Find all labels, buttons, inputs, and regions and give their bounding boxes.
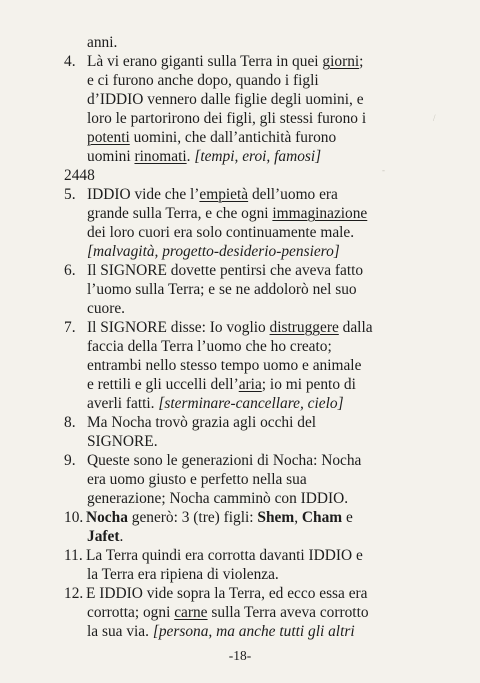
- text-fragment: SIGNORE.: [87, 433, 158, 450]
- verse-text-block: [64, 33, 404, 641]
- verse-4: [64, 52, 404, 71]
- text-fragment: la Terra era ripiena di violenza.: [87, 566, 279, 583]
- underlined-word: empietà: [199, 186, 249, 203]
- text-fragment: E IDDIO vide sopra la Terra, ed ecco essa era: [86, 585, 368, 602]
- text-fragment: e: [342, 509, 353, 526]
- text-fragment: dei loro cuori era solo continuamente male.: [87, 224, 355, 241]
- text-line: [64, 622, 404, 641]
- verse-number: 5.: [64, 186, 76, 203]
- text-fragment: IDDIO vide che l’: [87, 186, 200, 203]
- text-line: anni.: [87, 34, 118, 51]
- text-fragment: entrambi nello stesso tempo uomo e animale: [87, 357, 362, 374]
- text-line: [64, 71, 404, 90]
- verse-7: [64, 318, 404, 337]
- text-fragment: Là vi erano giganti sulla Terra in quei: [87, 53, 323, 70]
- underlined-word: aria: [238, 376, 262, 393]
- text-line: [64, 204, 404, 223]
- text-fragment: uomini, che dall’antichità furono: [129, 129, 337, 146]
- text-fragment: averli fatti.: [87, 395, 159, 412]
- verse-3-continuation: [64, 33, 404, 52]
- verse-number: 4.: [64, 53, 76, 70]
- text-fragment: .: [119, 528, 124, 545]
- italic-note: [sterminare-cancellare, cielo]: [158, 395, 344, 412]
- underlined-word: giorni: [322, 53, 360, 70]
- text-line: [64, 394, 404, 413]
- text-fragment: corrotta; ogni: [87, 604, 175, 621]
- bold-name: Nocha: [86, 509, 128, 526]
- text-line: [64, 242, 404, 261]
- text-line: [64, 375, 404, 394]
- verse-11: [64, 546, 404, 565]
- text-fragment: generò: 3 (tre) figli:: [127, 509, 258, 526]
- underlined-word: immaginazione: [272, 205, 368, 222]
- text-line: [64, 147, 404, 166]
- text-fragment: .: [186, 148, 195, 165]
- verse-number: 11.: [64, 547, 83, 564]
- text-line: [64, 527, 404, 546]
- text-fragment: uomini: [87, 148, 135, 165]
- text-fragment: d’IDDIO vennero dalle figlie degli uomini, e: [87, 91, 364, 108]
- text-line: [64, 109, 404, 128]
- underlined-word: rinomati: [134, 148, 187, 165]
- bold-name: Shem: [257, 509, 295, 526]
- marginal-number: [64, 166, 404, 185]
- text-fragment: la sua via.: [87, 623, 153, 640]
- text-fragment: generazione; Nocha camminò con IDDIO.: [87, 490, 349, 507]
- text-fragment: e ci furono anche dopo, quando i figli: [87, 72, 319, 89]
- text-fragment: dalla: [338, 319, 373, 336]
- text-fragment: ;: [359, 53, 364, 70]
- scan-speck: /: [433, 113, 436, 123]
- verse-number: 10.: [64, 509, 84, 526]
- text-line: [64, 565, 404, 584]
- text-fragment: cuore.: [87, 300, 126, 317]
- text-line: [64, 337, 404, 356]
- text-line: [64, 280, 404, 299]
- text-fragment: era uomo giusto e perfetto nella sua: [87, 471, 307, 488]
- verse-number: 9.: [64, 452, 76, 469]
- scan-speck: -: [382, 165, 385, 175]
- text-fragment: loro le partorirono dei figli, gli stessi furono i: [87, 110, 367, 127]
- verse-6: [64, 261, 404, 280]
- underlined-word: carne: [174, 604, 208, 621]
- italic-note: [tempi, eroi, famosi]: [194, 148, 322, 165]
- text-fragment: Il SIGNORE disse: Io voglio: [87, 319, 270, 336]
- text-fragment: faccia della Terra l’uomo che ho creato;: [87, 338, 332, 355]
- text-fragment: ; io mi pento di: [261, 376, 356, 393]
- italic-note: [malvagità, progetto-desiderio-pensiero]: [87, 243, 340, 260]
- text-fragment: dell’uomo era: [248, 186, 338, 203]
- text-fragment: Ma Nocha trovò grazia agli occhi del: [87, 414, 317, 431]
- verse-8: [64, 413, 404, 432]
- text-line: [64, 356, 404, 375]
- text-line: [64, 489, 404, 508]
- verse-number: 8.: [64, 414, 76, 431]
- text-fragment: La Terra quindi era corrotta davanti IDDIO e: [86, 547, 363, 564]
- text-line: [64, 299, 404, 318]
- text-fragment: 2448: [64, 167, 95, 184]
- text-fragment: grande sulla Terra, e che ogni: [87, 205, 273, 222]
- verse-10: [64, 508, 404, 527]
- verse-number: 6.: [64, 262, 76, 279]
- verse-number: 12.: [64, 585, 84, 602]
- verse-number: 7.: [64, 319, 76, 336]
- text-fragment: l’uomo sulla Terra; e se ne addolorò nel suo: [87, 281, 357, 298]
- text-fragment: ,: [294, 509, 302, 526]
- text-fragment: Queste sono le generazioni di Nocha: Nocha: [87, 452, 362, 469]
- text-line: [64, 603, 404, 622]
- underlined-word: potenti: [87, 129, 130, 146]
- underlined-word: distruggere: [269, 319, 339, 336]
- bold-name: Cham: [301, 509, 343, 526]
- verse-5: [64, 185, 404, 204]
- italic-note: [persona, ma anche tutti gli altri: [152, 623, 355, 640]
- text-fragment: e rettili e gli uccelli dell’: [87, 376, 239, 393]
- text-fragment: Il SIGNORE dovette pentirsi che aveva fatto: [87, 262, 364, 279]
- page-number: -18-: [228, 648, 252, 663]
- text-line: [64, 128, 404, 147]
- text-line: [64, 432, 404, 451]
- text-line: [64, 223, 404, 242]
- text-line: [64, 90, 404, 109]
- bold-name: Jafet: [87, 528, 120, 545]
- text-fragment: sulla Terra aveva corrotto: [207, 604, 369, 621]
- text-line: [64, 470, 404, 489]
- verse-9: [64, 451, 404, 470]
- verse-12: [64, 584, 404, 603]
